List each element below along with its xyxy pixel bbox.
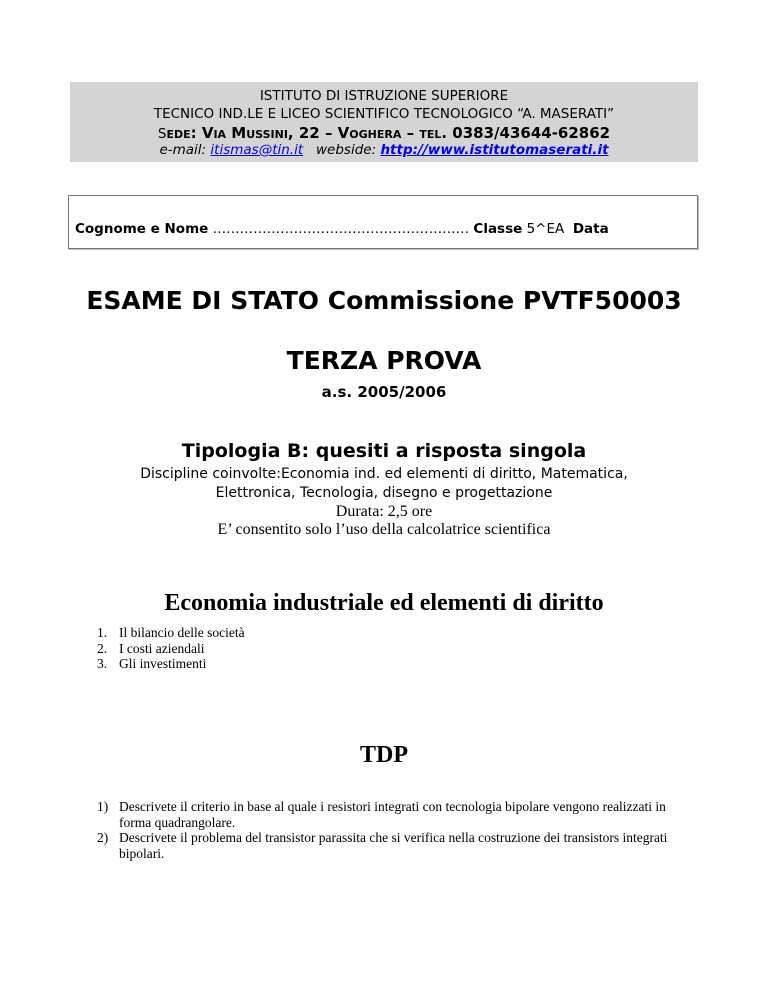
disciplines-line1: Discipline coinvolte:Economia ind. ed elementi di diritto, Matematica, (140, 466, 628, 482)
list-item: 1. Il bilancio delle società (97, 625, 245, 640)
date-label: Data (572, 221, 609, 237)
school-name-line1: ISTITUTO DI ISTRUZIONE SUPERIORE (259, 88, 509, 104)
tdp-heading: TDP (360, 742, 408, 768)
duration: Durata: 2,5 ore (335, 503, 433, 520)
email-link[interactable]: itismas@tin.it (210, 142, 304, 158)
exam-title: ESAME DI STATO Commissione PVTF50003 (86, 286, 682, 315)
student-info-row (75, 221, 609, 237)
economia-list (97, 625, 245, 672)
tdp-list (97, 799, 682, 861)
school-address: SEDE: VIA MUSSINI, 22 – VOGHERA – TEL. 0383/43644-62862 (157, 124, 611, 142)
school-header (70, 82, 698, 162)
allowed-tools: E’ consentito solo l’uso della calcolatrice scientifica (217, 521, 551, 538)
tipologia: Tipologia B: quesiti a risposta singola (181, 440, 587, 462)
exam-subtitle: TERZA PROVA (286, 346, 482, 375)
class-label: Classe (473, 221, 523, 237)
name-dots: ………………………………………………… (208, 221, 474, 237)
class-value: 5^EA (522, 221, 573, 237)
list-item: 2. I costi aziendali (97, 640, 205, 656)
website-link[interactable]: http://www.istitutomaserati.it (380, 142, 609, 158)
list-item: 2) Descrivete il problema del transistor parassita che si verifica nella costruzione dei transistors integrati bipolari. (97, 830, 668, 861)
list-item: 3. Gli investimenti (97, 656, 207, 671)
list-item: 1) Descrivete il criterio in base al quale i resistori integrati con tecnologia bipolare vengono realizzati in forma quadrangolare. (97, 799, 666, 830)
disciplines-line2: Elettronica, Tecnologia, disegno e progettazione (215, 485, 553, 501)
student-info-box (68, 195, 698, 249)
economia-heading: Economia industriale ed elementi di diritto (164, 590, 604, 616)
school-contacts: e-mail: itismas@tin.it webside: http://www.istitutomaserati.it (159, 142, 609, 158)
school-year: a.s. 2005/2006 (321, 383, 447, 401)
name-label: Cognome e Nome (75, 221, 209, 237)
school-name-line2: TECNICO IND.LE E LICEO SCIENTIFICO TECNOLOGICO “A. MASERATI” (153, 106, 615, 122)
